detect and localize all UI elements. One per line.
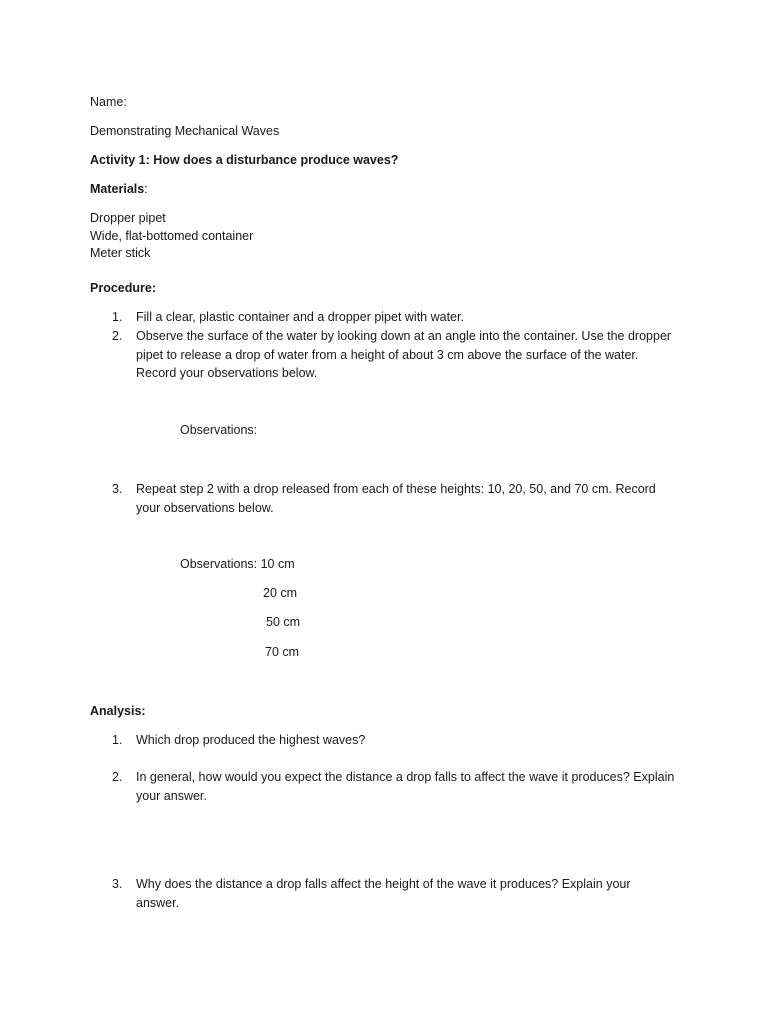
question-number: 2. bbox=[112, 770, 123, 784]
materials-item: Dropper pipet bbox=[90, 211, 166, 225]
materials-item: Wide, flat-bottomed container bbox=[90, 229, 254, 243]
observations-50cm-label: 50 cm bbox=[266, 615, 301, 629]
observations-20cm-label: 20 cm bbox=[263, 586, 298, 600]
step-text: Fill a clear, plastic container and a dropper pipet with water. bbox=[136, 310, 464, 324]
step-text: Repeat step 2 with a drop released from each of these heights: 10, 20, 50, and 70 cm. Record your observations below. bbox=[136, 482, 656, 515]
analysis-heading: Analysis: bbox=[90, 704, 146, 718]
observations-label: Observations: bbox=[180, 423, 258, 437]
step-number: 3. bbox=[112, 482, 123, 496]
question-number: 1. bbox=[112, 733, 123, 747]
materials-item: Meter stick bbox=[90, 246, 151, 260]
question-number: 3. bbox=[112, 877, 123, 891]
question-text: Why does the distance a drop falls affect the height of the wave it produces? Explain your answer. bbox=[136, 877, 631, 910]
question-text: In general, how would you expect the distance a drop falls to affect the wave it produces? Explain your answer. bbox=[136, 770, 675, 803]
question-text: Which drop produced the highest waves? bbox=[136, 733, 366, 747]
step-number: 1. bbox=[112, 310, 123, 324]
step-text: Observe the surface of the water by looking down at an angle into the container. Use the dropper pipet to release a drop of water from a height of about 3 cm above the surface of the water. Record your observations below. bbox=[136, 329, 672, 380]
worksheet-title: Demonstrating Mechanical Waves bbox=[90, 124, 280, 138]
observations-10cm-label: Observations: 10 cm bbox=[180, 557, 295, 571]
step-number: 2. bbox=[112, 329, 123, 343]
materials-heading-text: Materials bbox=[90, 182, 145, 196]
activity-heading: Activity 1: How does a disturbance produce waves? bbox=[90, 153, 399, 167]
procedure-heading: Procedure: bbox=[90, 281, 156, 295]
materials-heading-colon: : bbox=[144, 182, 148, 196]
name-label: Name: bbox=[90, 95, 127, 109]
materials-heading bbox=[90, 180, 148, 198]
observations-70cm-label: 70 cm bbox=[265, 645, 300, 659]
